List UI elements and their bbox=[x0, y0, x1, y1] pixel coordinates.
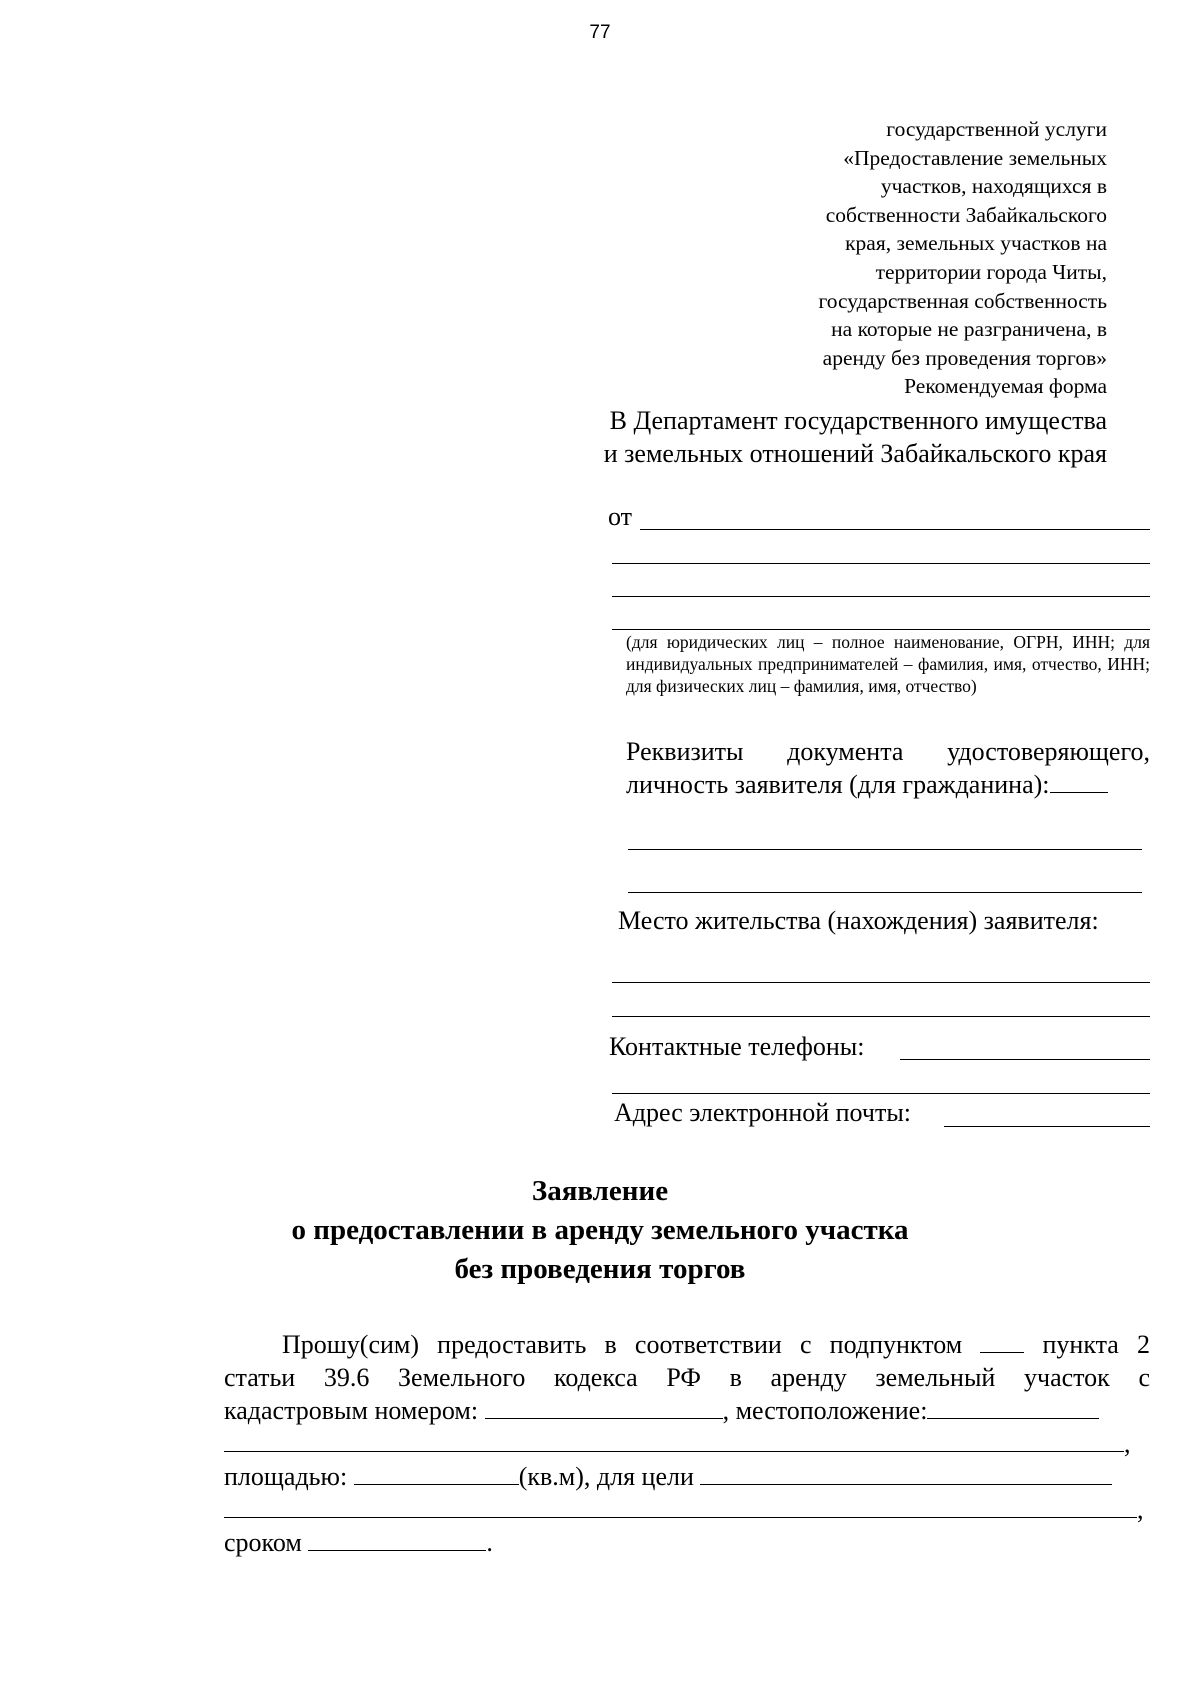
header-line: территории города Читы, bbox=[875, 259, 1107, 284]
phones-label: Контактные телефоны: bbox=[609, 1032, 865, 1061]
applicant-note: (для юридических лиц – полное наименование, ОГРН, ИНН; для индивидуальных предпринимателей – фамилия, имя, отчество, ИНН; для физических лиц – фамилия, имя, отчество) bbox=[626, 632, 1150, 696]
subpoint-blank[interactable] bbox=[980, 1332, 1024, 1353]
phones-line-2[interactable] bbox=[612, 1093, 1150, 1094]
from-field-line[interactable] bbox=[640, 529, 1150, 530]
body-text: площадью: bbox=[224, 1462, 348, 1491]
body-line-4 bbox=[224, 1427, 1150, 1460]
body-line-3 bbox=[224, 1394, 1150, 1427]
body-line-2: статьи 39.6 Земельного кодекса РФ в аренду земельный участок с bbox=[224, 1363, 1150, 1392]
body-line-6 bbox=[224, 1493, 1150, 1526]
from-field-line-4[interactable] bbox=[612, 629, 1150, 630]
from-field-line-3[interactable] bbox=[612, 596, 1150, 597]
email-label: Адрес электронной почты: bbox=[614, 1098, 912, 1127]
cadastral-number-blank[interactable] bbox=[485, 1398, 723, 1419]
header-line: собственности Забайкальского bbox=[825, 202, 1107, 227]
term-blank[interactable] bbox=[308, 1530, 486, 1551]
body-text: Прошу(сим) предоставить в соответствии с подпунктом bbox=[282, 1330, 963, 1359]
identity-document-line-1[interactable] bbox=[628, 849, 1142, 850]
header-line: «Предоставление земельных bbox=[843, 145, 1107, 170]
header-line: на которые не разграничена, в bbox=[831, 317, 1107, 342]
page-number: 77 bbox=[589, 22, 611, 43]
residence-label: Место жительства (нахождения) заявителя: bbox=[618, 906, 1099, 935]
addressee-line: и земельных отношений Забайкальского края bbox=[603, 439, 1107, 468]
from-label: от bbox=[608, 502, 633, 531]
title-line: о предоставлении в аренду земельного участка bbox=[291, 1214, 909, 1246]
area-blank[interactable] bbox=[354, 1464, 519, 1485]
document-title bbox=[0, 1172, 1200, 1289]
body-text: сроком bbox=[224, 1528, 302, 1557]
body-text: (кв.м), для цели bbox=[518, 1462, 694, 1491]
addressee-block bbox=[547, 404, 1107, 470]
residence-line-2[interactable] bbox=[612, 1016, 1150, 1017]
identity-document-inline-blank[interactable] bbox=[1050, 772, 1108, 793]
header-line-recommended-form: Рекомендуемая форма bbox=[904, 374, 1107, 399]
header-block bbox=[687, 115, 1107, 401]
header-line: аренду без проведения торгов» bbox=[822, 345, 1107, 370]
header-line: государственная собственность bbox=[818, 288, 1107, 313]
phones-field-line[interactable] bbox=[900, 1059, 1150, 1060]
header-line: края, земельных участков на bbox=[845, 231, 1107, 256]
body-line-7 bbox=[224, 1526, 1150, 1559]
body-text: кадастровым номером: bbox=[224, 1396, 479, 1425]
from-field-line-2[interactable] bbox=[612, 563, 1150, 564]
header-line: государственной услуги bbox=[886, 117, 1107, 141]
addressee-line: В Департамент государственного имущества bbox=[609, 406, 1107, 435]
body-line-1 bbox=[282, 1328, 1150, 1361]
email-field-line[interactable] bbox=[944, 1126, 1150, 1127]
identity-document-label bbox=[626, 735, 1150, 801]
location-blank-2[interactable] bbox=[224, 1431, 1124, 1452]
location-blank[interactable] bbox=[927, 1398, 1099, 1419]
identity-document-line-2[interactable] bbox=[628, 892, 1142, 893]
residence-line-1[interactable] bbox=[612, 982, 1150, 983]
body-text: , bbox=[1124, 1429, 1131, 1458]
body-text: пункта 2 bbox=[1042, 1330, 1150, 1359]
purpose-blank[interactable] bbox=[700, 1464, 1112, 1485]
header-line: участков, находящихся в bbox=[880, 174, 1107, 199]
title-line: Заявление bbox=[531, 1175, 669, 1207]
body-line-5 bbox=[224, 1460, 1150, 1493]
body-text: , bbox=[1137, 1495, 1144, 1524]
body-text: . bbox=[486, 1528, 493, 1557]
purpose-blank-2[interactable] bbox=[224, 1497, 1137, 1518]
identity-document-label-text: Реквизиты документа удостоверяющего, личность заявителя (для гражданина): bbox=[626, 737, 1150, 799]
title-line: без проведения торгов bbox=[454, 1253, 746, 1285]
body-text: , местоположение: bbox=[722, 1396, 928, 1425]
